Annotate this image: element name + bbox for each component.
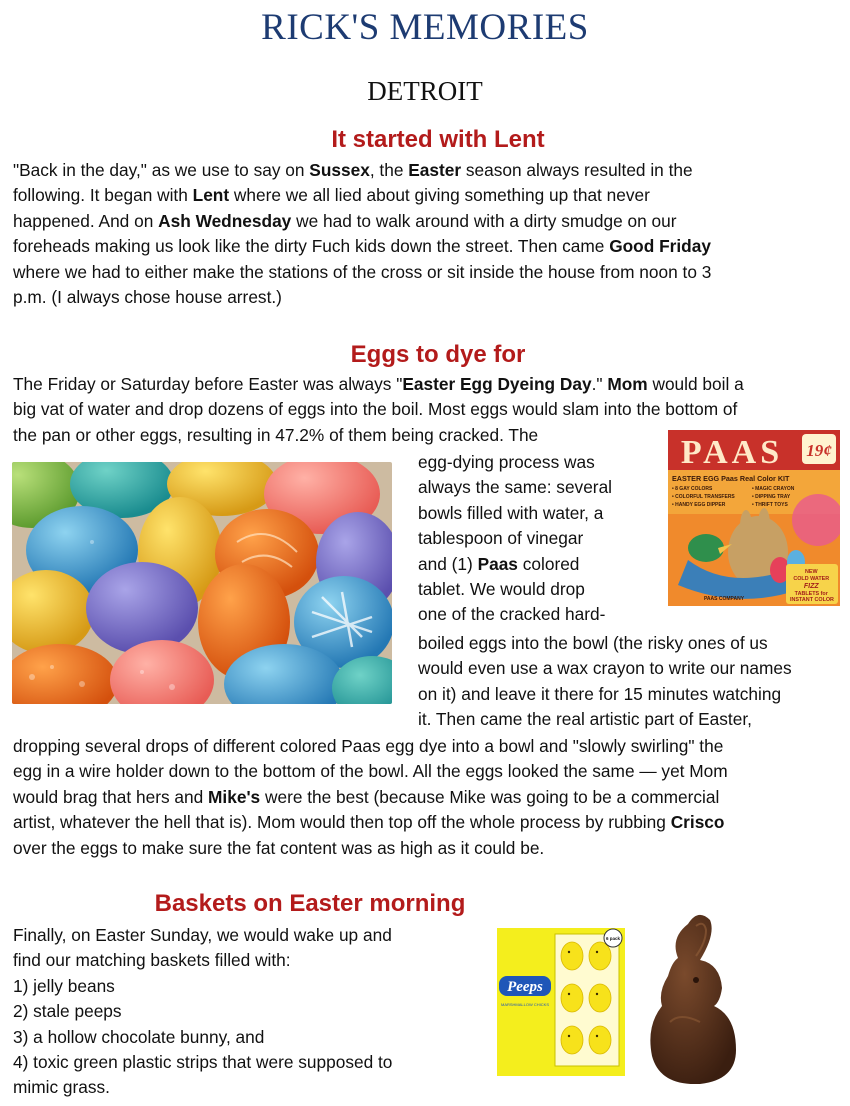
paas-feature: • MAGIC CRAYON (752, 486, 795, 492)
text-line: would brag that hers and Mike's were the best (because Mike was going to be a commercial (13, 786, 720, 807)
text-line: boiled eggs into the bowl (the risky ones of us (418, 633, 768, 653)
paas-price: 19¢ (806, 441, 832, 460)
heading-lent: It started with Lent (331, 126, 545, 153)
text-line: 3) a hollow chocolate bunny, and (13, 1026, 265, 1047)
paas-feature: • HANDY EGG DIPPER (672, 502, 726, 508)
text-line: big vat of water and drop dozens of eggs into the boil. Most eggs would slam into the bottom of (13, 399, 738, 420)
emphasis: Lent (192, 185, 230, 206)
chocolate-bunny (640, 912, 740, 1084)
text-line: find our matching baskets filled with: (13, 950, 291, 971)
text-line: it. Then came the real artistic part of Easter, (418, 709, 752, 730)
text-line: following. It began with Lent where we all lied about giving something up that never (13, 185, 650, 206)
heading-eggs: Eggs to dye for (350, 341, 526, 368)
paas-kit-line: EASTER EGG Paas Real Color KIT (672, 474, 790, 483)
paragraph-eggs-bottom (13, 734, 728, 861)
text-line: mimic grass. (13, 1077, 110, 1098)
paas-price-badge (802, 434, 836, 464)
paas-feature: • DIPPING TRAY (752, 494, 791, 500)
paragraph-baskets (13, 923, 392, 1101)
text-line: egg-dying process was (418, 452, 595, 472)
emphasis: Crisco (670, 812, 725, 833)
peeps-box (497, 928, 625, 1076)
dyed-eggs-photo (12, 462, 392, 704)
text-line: happened. And on Ash Wednesday we had to walk around with a dirty smudge on our (13, 210, 677, 231)
text-line: and (1) Paas colored (418, 553, 580, 574)
paas-brand: PAAS (680, 434, 784, 471)
page-subtitle: DETROIT (367, 76, 483, 106)
text-line: artist, whatever the hell that is). Mom would then top off the whole process by rubbing Crisco (13, 812, 725, 833)
text-line: foreheads making us look like the dirty Fuch kids down the street. Then came Good Friday (13, 236, 711, 257)
text-line: on it) and leave it there for 15 minutes watching (418, 683, 782, 704)
text-line: would even use a wax crayon to write our names (418, 658, 792, 679)
emphasis: Ash Wednesday (158, 210, 292, 231)
emphasis: Sussex (309, 160, 370, 180)
emphasis: Paas (477, 553, 518, 574)
text-line: egg in a wire holder down to the bottom of the bowl. All the eggs looked the same — yet Mom (13, 761, 728, 782)
paas-feature: • COLORFUL TRANSFERS (672, 494, 735, 500)
text-line: over the eggs to make sure the fat content was as high as it could be. (13, 837, 545, 858)
text-line: bowls filled with water, a (418, 502, 604, 523)
text-line: "Back in the day," as we use to say on Sussex, the Easter season always resulted in the (13, 160, 693, 180)
emphasis: Mom (607, 374, 648, 394)
text-line: where we had to either make the stations of the cross or sit inside the house from noon to 3 (13, 261, 712, 282)
text-line: 1) jelly beans (13, 975, 115, 996)
paas-feature: • 8 GAY COLORS (672, 486, 713, 492)
paragraph-eggs-mid (418, 631, 792, 733)
peeps-count: 6 pack (605, 936, 621, 941)
text-line: tablet. We would drop (418, 579, 585, 600)
text-line: 2) stale peeps (13, 1001, 122, 1022)
text-line: tablespoon of vinegar (418, 528, 584, 549)
emphasis: Mike's (208, 786, 261, 807)
text-line: 4) toxic green plastic strips that were supposed to (13, 1052, 393, 1073)
paas-company: PAAS COMPANY (703, 596, 745, 602)
paragraph-lent (13, 158, 711, 310)
peeps-caption: MARSHMALLOW CHICKS (500, 1002, 550, 1007)
text-line: dropping several drops of different colored Paas egg dye into a bowl and "slowly swirling" the (13, 736, 724, 756)
paas-feature: • THRIFT TOYS (752, 502, 788, 508)
paragraph-eggs-top (13, 372, 744, 448)
paas-kit-box (668, 430, 840, 606)
emphasis: Good Friday (609, 236, 711, 257)
peeps-brand: Peeps (507, 979, 543, 995)
paragraph-eggs-narrow (418, 450, 612, 628)
text-line: p.m. (I always chose house arrest.) (13, 287, 282, 308)
heading-baskets: Baskets on Easter morning (154, 890, 466, 917)
text-line: The Friday or Saturday before Easter was always "Easter Egg Dyeing Day." Mom would boil a (13, 374, 744, 394)
text-line: one of the cracked hard- (418, 604, 606, 625)
paas-fizz: NEW COLD WATER FIZZ TABLETS for INSTANT COLOR (790, 569, 834, 603)
text-line: always the same: several (418, 477, 613, 498)
text-line: Finally, on Easter Sunday, we would wake up and (13, 925, 392, 945)
text-line: the pan or other eggs, resulting in 47.2% of them being cracked. The (13, 424, 539, 445)
emphasis: Easter Egg Dyeing Day (402, 374, 592, 394)
page-title: RICK'S MEMORIES (261, 7, 589, 48)
emphasis: Easter (408, 160, 462, 180)
